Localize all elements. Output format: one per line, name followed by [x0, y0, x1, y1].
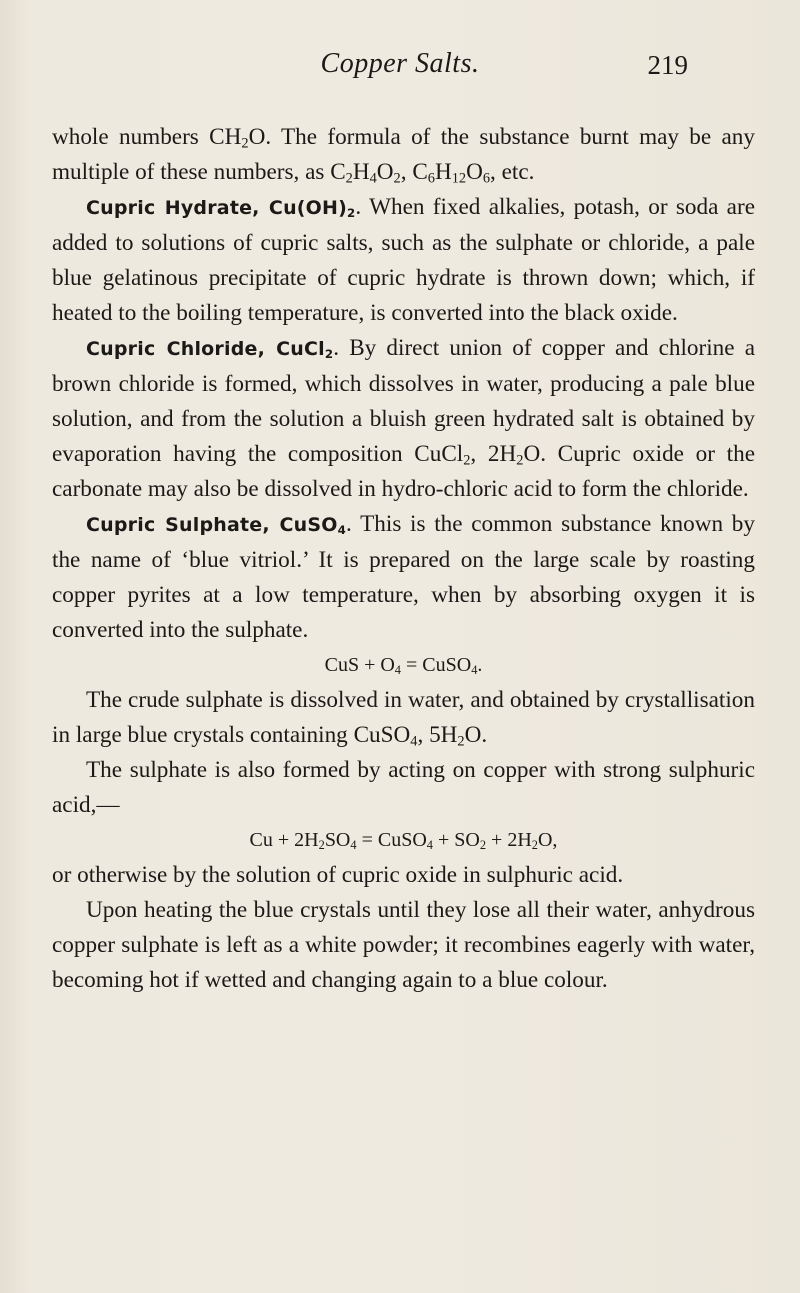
page-header — [0, 48, 800, 92]
body-text — [52, 120, 755, 998]
formula-cuso4-pentahydrate: CuSO$_4$, $5H_2O$ — [353, 722, 482, 750]
formula-c6h12o6: $C_6H_{12}O_6$ — [412, 159, 491, 187]
heading-cupric-sulphate: Cupric Sulphate, CuSO$_4$ — [86, 514, 347, 537]
paragraph-cupric-oxide: or otherwise by the solution of cupric oxide in sulphuric acid. — [52, 862, 624, 888]
running-title: Copper Salts. — [320, 48, 480, 79]
equation-roasting: CuS + $O_4$ = CuSO$_4$. — [324, 654, 483, 678]
heading-cupric-hydrate: Cupric Hydrate, $Cu(OH)_2$ — [86, 197, 356, 220]
paragraph-cupric-sulphate: Cupric Sulphate, CuSO$_4$. This is the common substance known by the name of ‘blue vitriol.’ It is prepared on the large scale by roasting copper pyrites at a low temperature, when by absorbing oxygen it is converted into the sulphate. — [52, 511, 755, 643]
heading-cupric-chloride: Cupric Chloride, CuCl$_2$ — [86, 338, 334, 361]
paragraph-cupric-hydrate: Cupric Hydrate, $Cu(OH)_2$. When fixed alkalies, potash, or soda are added to solutions of cupric salts, such as the sulphate or chloride, a pale blue gelatinous precipitate of cupric hydrate is thrown down; which, if heated to the boiling temperature, is converted into the black oxide. — [52, 194, 755, 326]
paragraph-cupric-chloride: Cupric Chloride, CuCl$_2$. By direct union of copper and chlorine a brown chloride is formed, which dissolves in water, producing a pale blue solution, and from the solution a bluish green hydrated salt is obtained by evaporation having the composition CuCl$_2$, $2H_2O$. Cupric oxide or the carbonate may also be dissolved in hydro-chloric acid to form the chloride. — [52, 335, 755, 502]
paragraph-sulphuric-acid: The sulphate is also formed by acting on copper with strong sulphuric acid,— — [52, 757, 755, 818]
equation-sulphuric-acid: $Cu + 2H_2SO_4$ = CuSO$_4$ + $SO_2 + 2H_2O$, — [249, 829, 558, 853]
formula-ch2o: $CH_2O$ — [209, 124, 266, 152]
paragraph-formula-intro: whole numbers $CH_2O$. The formula of the substance burnt may be any multiple of these numbers, as $C_2H_4O_2$, $C_6H_{12}O_6$, etc. — [52, 124, 755, 187]
paragraph-anhydrous: Upon heating the blue crystals until they lose all their water, anhydrous copper sulphate is left as a white powder; it recombines eagerly with water, becoming hot if wetted and changing again to a blue colour. — [52, 897, 755, 993]
formula-cucl2-hydrate: CuCl$_2$, $2H_2O$ — [414, 441, 541, 469]
formula-c2h4o2: $C_2H_4O_2$ — [330, 159, 401, 187]
paragraph-crystallisation: The crude sulphate is dissolved in water, and obtained by crystallisation in large blue crystals containing CuSO$_4$, $5H_2O$. — [52, 687, 755, 750]
page-number: 219 — [647, 50, 688, 80]
